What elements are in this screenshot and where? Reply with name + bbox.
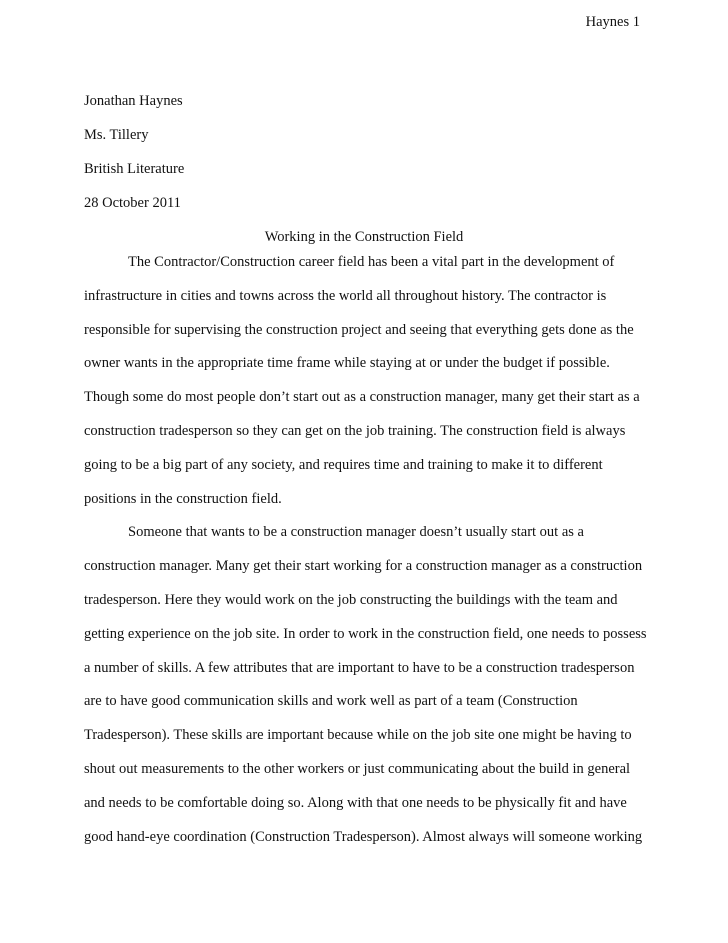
paragraph-line: construction tradesperson so they can get on the job training. The construction field is always [84,422,626,439]
paragraph-line: good hand-eye coordination (Construction Tradesperson). Almost always will someone working [84,828,643,845]
paragraph-line: responsible for supervising the construction project and seeing that everything gets done as the [84,321,634,338]
paragraph-line: shout out measurements to the other workers or just communicating about the build in general [84,760,631,777]
paragraph-line: getting experience on the job site. In order to work in the construction field, one needs to possess [84,625,647,642]
essay-date: 28 October 2011 [84,195,181,211]
paragraph-line: a number of skills. A few attributes that are important to have to be a construction tradesperson [84,659,635,676]
running-head: Haynes 1 [585,14,640,30]
paragraph-line: Someone that wants to be a construction manager doesn’t usually start out as a [128,524,584,541]
paragraph-line: tradesperson. Here they would work on the job constructing the buildings with the team and [84,591,618,608]
paragraph-line: going to be a big part of any society, and requires time and training to make it to different [84,456,603,473]
paragraph-line: The Contractor/Construction career field has been a vital part in the development of [128,254,615,270]
author-name: Jonathan Haynes [84,93,183,109]
paragraph-line: Though some do most people don’t start out as a construction manager, many get their start as a [84,389,640,406]
essay-title: Working in the Construction Field [264,229,464,245]
essay-body [84,246,647,854]
paragraph-line: are to have good communication skills and work well as part of a team (Construction [84,693,578,710]
paragraph-line: infrastructure in cities and towns across the world all throughout history. The contractor is [84,287,607,304]
instructor-name: Ms. Tillery [84,127,149,143]
course-name: British Literature [84,161,185,177]
paragraph-line: Tradesperson). These skills are important because while on the job site one might be having to [84,727,632,744]
paragraph-line: construction manager. Many get their start working for a construction manager as a construction [84,558,643,575]
heading-block [84,84,184,220]
paragraph-line: positions in the construction field. [84,490,282,507]
paragraph-line: owner wants in the appropriate time frame while staying at or under the budget if possible. [84,355,610,372]
paragraph-line: and needs to be comfortable doing so. Along with that one needs to be physically fit and have [84,794,627,811]
